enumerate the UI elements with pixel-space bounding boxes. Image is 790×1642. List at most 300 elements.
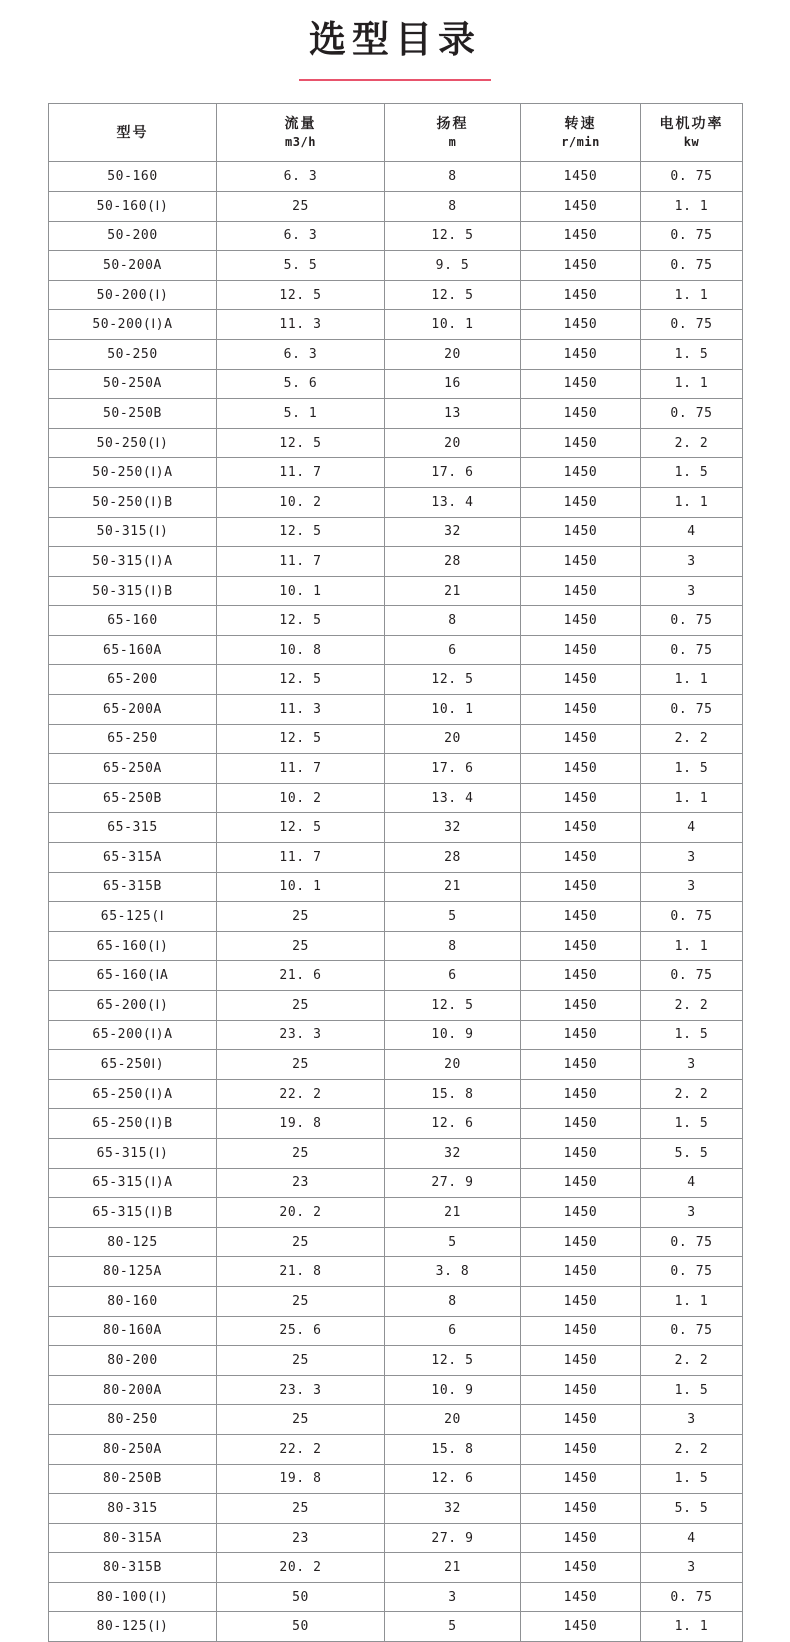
cell-speed: 1450	[521, 517, 641, 547]
cell-power: 1. 5	[641, 1109, 743, 1139]
table-row	[49, 251, 743, 281]
cell-power: 0. 75	[641, 635, 743, 665]
cell-power: 4	[641, 1523, 743, 1553]
table-row	[49, 1375, 743, 1405]
cell-speed: 1450	[521, 902, 641, 932]
cell-power: 5. 5	[641, 1494, 743, 1524]
cell-model: 65-315(Ⅰ)	[49, 1138, 217, 1168]
cell-speed: 1450	[521, 606, 641, 636]
cell-head: 10. 1	[385, 310, 521, 340]
cell-model: 65-250(Ⅰ)B	[49, 1109, 217, 1139]
cell-head: 32	[385, 813, 521, 843]
cell-model: 65-200(Ⅰ)	[49, 991, 217, 1021]
cell-head: 20	[385, 339, 521, 369]
table-row	[49, 1109, 743, 1139]
table-row	[49, 991, 743, 1021]
cell-model: 65-250Ⅰ)	[49, 1050, 217, 1080]
cell-head: 28	[385, 843, 521, 873]
cell-speed: 1450	[521, 1464, 641, 1494]
cell-flow: 25	[217, 191, 385, 221]
cell-model: 65-125(Ⅰ	[49, 902, 217, 932]
cell-head: 21	[385, 576, 521, 606]
cell-speed: 1450	[521, 724, 641, 754]
cell-speed: 1450	[521, 1612, 641, 1642]
cell-power: 0. 75	[641, 695, 743, 725]
cell-head: 10. 9	[385, 1020, 521, 1050]
cell-speed: 1450	[521, 1050, 641, 1080]
table-row	[49, 1168, 743, 1198]
cell-power: 2. 2	[641, 1434, 743, 1464]
cell-power: 0. 75	[641, 1227, 743, 1257]
cell-head: 21	[385, 1553, 521, 1583]
table-row	[49, 813, 743, 843]
cell-model: 65-250	[49, 724, 217, 754]
cell-speed: 1450	[521, 310, 641, 340]
cell-power: 1. 1	[641, 665, 743, 695]
cell-model: 80-160A	[49, 1316, 217, 1346]
table-header	[49, 104, 743, 162]
cell-head: 8	[385, 931, 521, 961]
cell-speed: 1450	[521, 1405, 641, 1435]
spec-table-wrapper	[48, 103, 742, 1642]
table-body	[49, 162, 743, 1642]
cell-power: 0. 75	[641, 1582, 743, 1612]
cell-model: 50-200	[49, 221, 217, 251]
cell-model: 65-250B	[49, 783, 217, 813]
cell-model: 50-200A	[49, 251, 217, 281]
cell-head: 12. 5	[385, 1346, 521, 1376]
table-row	[49, 191, 743, 221]
cell-power: 1. 5	[641, 339, 743, 369]
cell-model: 65-200	[49, 665, 217, 695]
cell-speed: 1450	[521, 754, 641, 784]
table-row	[49, 1020, 743, 1050]
cell-flow: 12. 5	[217, 813, 385, 843]
cell-model: 50-250(Ⅰ)A	[49, 458, 217, 488]
cell-head: 20	[385, 1405, 521, 1435]
cell-flow: 11. 7	[217, 458, 385, 488]
cell-flow: 12. 5	[217, 517, 385, 547]
cell-power: 3	[641, 872, 743, 902]
cell-speed: 1450	[521, 547, 641, 577]
cell-head: 5	[385, 1227, 521, 1257]
cell-model: 50-250(Ⅰ)	[49, 428, 217, 458]
cell-power: 4	[641, 1168, 743, 1198]
cell-flow: 6. 3	[217, 221, 385, 251]
cell-head: 12. 5	[385, 991, 521, 1021]
cell-speed: 1450	[521, 399, 641, 429]
table-row	[49, 843, 743, 873]
table-row	[49, 1612, 743, 1642]
cell-head: 16	[385, 369, 521, 399]
cell-speed: 1450	[521, 1553, 641, 1583]
cell-model: 50-250	[49, 339, 217, 369]
table-row	[49, 606, 743, 636]
table-row	[49, 1198, 743, 1228]
cell-power: 2. 2	[641, 724, 743, 754]
cell-model: 50-160	[49, 162, 217, 192]
cell-flow: 12. 5	[217, 665, 385, 695]
column-header-head: 扬程 m	[385, 104, 521, 162]
cell-speed: 1450	[521, 487, 641, 517]
cell-head: 8	[385, 1286, 521, 1316]
cell-model: 50-160(Ⅰ)	[49, 191, 217, 221]
cell-flow: 12. 5	[217, 606, 385, 636]
cell-power: 1. 1	[641, 931, 743, 961]
cell-speed: 1450	[521, 813, 641, 843]
cell-model: 80-160	[49, 1286, 217, 1316]
cell-speed: 1450	[521, 1079, 641, 1109]
cell-flow: 10. 1	[217, 576, 385, 606]
table-row	[49, 1050, 743, 1080]
cell-head: 5	[385, 902, 521, 932]
page-title: 选型目录	[309, 18, 481, 61]
cell-head: 6	[385, 961, 521, 991]
cell-flow: 20. 2	[217, 1198, 385, 1228]
cell-model: 50-200(Ⅰ)	[49, 280, 217, 310]
table-row	[49, 1286, 743, 1316]
cell-power: 4	[641, 517, 743, 547]
cell-speed: 1450	[521, 1020, 641, 1050]
cell-flow: 5. 6	[217, 369, 385, 399]
cell-flow: 10. 8	[217, 635, 385, 665]
cell-power: 0. 75	[641, 162, 743, 192]
cell-power: 1. 5	[641, 754, 743, 784]
cell-speed: 1450	[521, 576, 641, 606]
cell-speed: 1450	[521, 1523, 641, 1553]
cell-speed: 1450	[521, 191, 641, 221]
cell-flow: 25	[217, 991, 385, 1021]
cell-speed: 1450	[521, 162, 641, 192]
cell-head: 32	[385, 1138, 521, 1168]
table-row	[49, 635, 743, 665]
cell-model: 65-200A	[49, 695, 217, 725]
cell-model: 50-200(Ⅰ)A	[49, 310, 217, 340]
cell-power: 3	[641, 1405, 743, 1435]
cell-model: 80-100(Ⅰ)	[49, 1582, 217, 1612]
cell-head: 20	[385, 1050, 521, 1080]
cell-speed: 1450	[521, 1286, 641, 1316]
cell-model: 50-250B	[49, 399, 217, 429]
table-row	[49, 162, 743, 192]
cell-flow: 10. 2	[217, 783, 385, 813]
cell-speed: 1450	[521, 872, 641, 902]
cell-head: 3	[385, 1582, 521, 1612]
cell-power: 0. 75	[641, 1316, 743, 1346]
cell-power: 0. 75	[641, 310, 743, 340]
cell-power: 5. 5	[641, 1138, 743, 1168]
table-row	[49, 961, 743, 991]
cell-head: 3. 8	[385, 1257, 521, 1287]
cell-power: 2. 2	[641, 1079, 743, 1109]
cell-speed: 1450	[521, 1375, 641, 1405]
cell-head: 32	[385, 517, 521, 547]
title-block	[0, 0, 790, 81]
cell-model: 80-315	[49, 1494, 217, 1524]
cell-model: 80-200A	[49, 1375, 217, 1405]
cell-head: 5	[385, 1612, 521, 1642]
cell-flow: 11. 7	[217, 547, 385, 577]
cell-flow: 23	[217, 1523, 385, 1553]
cell-flow: 21. 6	[217, 961, 385, 991]
cell-speed: 1450	[521, 1168, 641, 1198]
cell-head: 13. 4	[385, 783, 521, 813]
table-row	[49, 310, 743, 340]
cell-head: 8	[385, 162, 521, 192]
cell-power: 3	[641, 1198, 743, 1228]
cell-speed: 1450	[521, 280, 641, 310]
cell-model: 80-125A	[49, 1257, 217, 1287]
cell-flow: 12. 5	[217, 428, 385, 458]
cell-speed: 1450	[521, 931, 641, 961]
cell-flow: 10. 2	[217, 487, 385, 517]
cell-flow: 6. 3	[217, 339, 385, 369]
cell-power: 2. 2	[641, 991, 743, 1021]
table-row	[49, 1257, 743, 1287]
cell-power: 3	[641, 547, 743, 577]
cell-head: 13. 4	[385, 487, 521, 517]
cell-flow: 25	[217, 1050, 385, 1080]
cell-head: 6	[385, 635, 521, 665]
cell-head: 6	[385, 1316, 521, 1346]
cell-flow: 23. 3	[217, 1375, 385, 1405]
cell-head: 21	[385, 1198, 521, 1228]
cell-model: 65-200(Ⅰ)A	[49, 1020, 217, 1050]
cell-power: 1. 1	[641, 1612, 743, 1642]
cell-power: 1. 1	[641, 280, 743, 310]
cell-flow: 11. 3	[217, 310, 385, 340]
cell-power: 3	[641, 1050, 743, 1080]
table-row	[49, 1316, 743, 1346]
cell-speed: 1450	[521, 1227, 641, 1257]
table-row	[49, 399, 743, 429]
cell-flow: 5. 1	[217, 399, 385, 429]
cell-flow: 50	[217, 1612, 385, 1642]
cell-power: 0. 75	[641, 251, 743, 281]
cell-head: 32	[385, 1494, 521, 1524]
table-row	[49, 517, 743, 547]
cell-flow: 25	[217, 1494, 385, 1524]
cell-flow: 25	[217, 902, 385, 932]
cell-flow: 25	[217, 1405, 385, 1435]
cell-flow: 25	[217, 1346, 385, 1376]
cell-head: 12. 5	[385, 280, 521, 310]
table-row	[49, 1553, 743, 1583]
table-row	[49, 576, 743, 606]
table-row	[49, 931, 743, 961]
cell-head: 8	[385, 191, 521, 221]
cell-power: 1. 1	[641, 487, 743, 517]
cell-model: 65-160A	[49, 635, 217, 665]
cell-power: 0. 75	[641, 399, 743, 429]
cell-speed: 1450	[521, 961, 641, 991]
cell-speed: 1450	[521, 1434, 641, 1464]
table-row	[49, 665, 743, 695]
column-header-power: 电机功率 kw	[641, 104, 743, 162]
cell-flow: 50	[217, 1582, 385, 1612]
table-row	[49, 1434, 743, 1464]
cell-speed: 1450	[521, 1582, 641, 1612]
cell-head: 12. 5	[385, 221, 521, 251]
table-row	[49, 428, 743, 458]
cell-flow: 22. 2	[217, 1434, 385, 1464]
cell-model: 65-315(Ⅰ)B	[49, 1198, 217, 1228]
cell-power: 1. 5	[641, 1464, 743, 1494]
cell-head: 10. 1	[385, 695, 521, 725]
cell-power: 0. 75	[641, 902, 743, 932]
cell-model: 65-250(Ⅰ)A	[49, 1079, 217, 1109]
cell-power: 0. 75	[641, 1257, 743, 1287]
cell-model: 65-315	[49, 813, 217, 843]
cell-head: 12. 6	[385, 1464, 521, 1494]
table-row	[49, 695, 743, 725]
table-row	[49, 1523, 743, 1553]
cell-power: 1. 5	[641, 458, 743, 488]
table-row	[49, 369, 743, 399]
cell-flow: 6. 3	[217, 162, 385, 192]
cell-model: 65-160	[49, 606, 217, 636]
cell-power: 0. 75	[641, 221, 743, 251]
cell-speed: 1450	[521, 339, 641, 369]
table-row	[49, 1464, 743, 1494]
selection-catalog-table	[48, 103, 743, 1642]
cell-power: 1. 1	[641, 1286, 743, 1316]
table-row	[49, 754, 743, 784]
cell-head: 17. 6	[385, 754, 521, 784]
cell-head: 12. 6	[385, 1109, 521, 1139]
table-row	[49, 547, 743, 577]
cell-model: 65-160(ⅠA	[49, 961, 217, 991]
cell-speed: 1450	[521, 1109, 641, 1139]
cell-head: 28	[385, 547, 521, 577]
cell-flow: 19. 8	[217, 1109, 385, 1139]
cell-flow: 25	[217, 1138, 385, 1168]
cell-model: 65-315A	[49, 843, 217, 873]
column-header-model: 型号	[49, 104, 217, 162]
table-row	[49, 872, 743, 902]
cell-power: 3	[641, 576, 743, 606]
cell-speed: 1450	[521, 843, 641, 873]
table-row	[49, 487, 743, 517]
cell-flow: 10. 1	[217, 872, 385, 902]
cell-speed: 1450	[521, 1346, 641, 1376]
cell-model: 65-160(Ⅰ)	[49, 931, 217, 961]
cell-power: 0. 75	[641, 961, 743, 991]
cell-power: 2. 2	[641, 1346, 743, 1376]
cell-model: 80-125(Ⅰ)	[49, 1612, 217, 1642]
table-row	[49, 1138, 743, 1168]
cell-model: 50-250A	[49, 369, 217, 399]
cell-flow: 21. 8	[217, 1257, 385, 1287]
cell-power: 1. 1	[641, 783, 743, 813]
table-row	[49, 1582, 743, 1612]
cell-model: 50-315(Ⅰ)A	[49, 547, 217, 577]
cell-flow: 20. 2	[217, 1553, 385, 1583]
cell-power: 1. 1	[641, 369, 743, 399]
table-row	[49, 1346, 743, 1376]
cell-speed: 1450	[521, 1316, 641, 1346]
cell-head: 27. 9	[385, 1168, 521, 1198]
cell-model: 80-125	[49, 1227, 217, 1257]
cell-speed: 1450	[521, 1257, 641, 1287]
table-row	[49, 339, 743, 369]
cell-flow: 11. 3	[217, 695, 385, 725]
cell-power: 1. 5	[641, 1375, 743, 1405]
cell-speed: 1450	[521, 1138, 641, 1168]
table-row	[49, 221, 743, 251]
cell-power: 0. 75	[641, 606, 743, 636]
table-row	[49, 1494, 743, 1524]
cell-flow: 11. 7	[217, 754, 385, 784]
cell-model: 80-315B	[49, 1553, 217, 1583]
cell-head: 21	[385, 872, 521, 902]
cell-power: 3	[641, 1553, 743, 1583]
cell-flow: 23	[217, 1168, 385, 1198]
table-row	[49, 783, 743, 813]
cell-speed: 1450	[521, 369, 641, 399]
cell-power: 1. 1	[641, 191, 743, 221]
cell-model: 80-315A	[49, 1523, 217, 1553]
cell-flow: 12. 5	[217, 280, 385, 310]
cell-flow: 19. 8	[217, 1464, 385, 1494]
cell-flow: 25	[217, 1227, 385, 1257]
column-header-speed: 转速 r/min	[521, 104, 641, 162]
cell-flow: 5. 5	[217, 251, 385, 281]
title-underline-rule	[299, 79, 491, 81]
cell-head: 13	[385, 399, 521, 429]
cell-speed: 1450	[521, 665, 641, 695]
table-row	[49, 1405, 743, 1435]
cell-flow: 25	[217, 931, 385, 961]
column-header-flow: 流量 m3/h	[217, 104, 385, 162]
cell-model: 50-250(Ⅰ)B	[49, 487, 217, 517]
cell-head: 15. 8	[385, 1079, 521, 1109]
cell-speed: 1450	[521, 251, 641, 281]
cell-head: 15. 8	[385, 1434, 521, 1464]
cell-power: 1. 5	[641, 1020, 743, 1050]
cell-model: 65-315(Ⅰ)A	[49, 1168, 217, 1198]
table-row	[49, 280, 743, 310]
table-row	[49, 1227, 743, 1257]
cell-model: 65-250A	[49, 754, 217, 784]
cell-model: 80-200	[49, 1346, 217, 1376]
cell-head: 27. 9	[385, 1523, 521, 1553]
cell-speed: 1450	[521, 458, 641, 488]
cell-speed: 1450	[521, 1494, 641, 1524]
cell-flow: 25	[217, 1286, 385, 1316]
cell-speed: 1450	[521, 428, 641, 458]
cell-speed: 1450	[521, 1198, 641, 1228]
cell-flow: 22. 2	[217, 1079, 385, 1109]
cell-power: 2. 2	[641, 428, 743, 458]
cell-model: 80-250B	[49, 1464, 217, 1494]
table-row	[49, 1079, 743, 1109]
cell-head: 8	[385, 606, 521, 636]
cell-flow: 25. 6	[217, 1316, 385, 1346]
cell-model: 50-315(Ⅰ)	[49, 517, 217, 547]
table-row	[49, 458, 743, 488]
cell-power: 3	[641, 843, 743, 873]
cell-head: 20	[385, 428, 521, 458]
cell-model: 50-315(Ⅰ)B	[49, 576, 217, 606]
cell-head: 10. 9	[385, 1375, 521, 1405]
cell-model: 65-315B	[49, 872, 217, 902]
cell-head: 12. 5	[385, 665, 521, 695]
cell-speed: 1450	[521, 991, 641, 1021]
cell-head: 20	[385, 724, 521, 754]
cell-speed: 1450	[521, 635, 641, 665]
table-row	[49, 902, 743, 932]
